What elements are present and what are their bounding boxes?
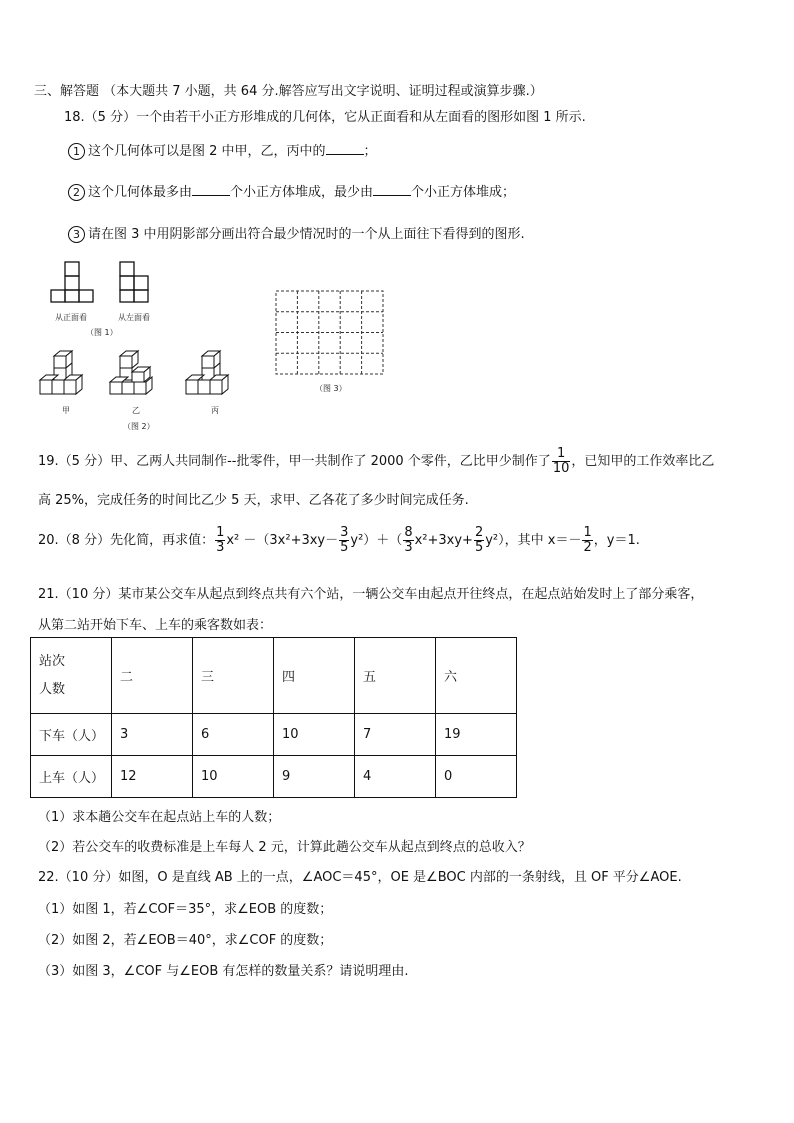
fig3-dashed-grid [275,290,385,376]
fig1-left-label: 从左面看 [118,313,150,322]
q18-part2-text-a: 这个几何体最多由 [88,185,193,200]
fig1-front-label: 从正面看 [55,313,87,322]
fraction [339,526,349,555]
q18-stem: 18.（5 分）一个由若干小正方形堆成的几何体，它从正面看和从左面看的图形如图 1 所示. [64,110,586,125]
q19-text-b: ，已知甲的工作效率比乙 [571,454,715,469]
table-cell: 19 [436,714,517,756]
fig1-caption: （图 1） [86,328,118,337]
table-header-row [31,638,517,714]
table-cell: 12 [112,756,193,798]
q18-part2 [68,181,515,201]
fraction-numerator: 8 [404,525,413,540]
table-cell: 3 [112,714,193,756]
q20-term4: y²），其中 x＝－ [485,533,582,548]
q22-sub1: （1）如图 1，若∠COF＝35°，求∠EOB 的度数； [38,902,333,917]
row-label: 上车（人） [31,756,112,798]
fig2-bing-label: 丙 [211,406,219,415]
q18-part3 [68,223,525,243]
table-cell: 4 [355,756,436,798]
part-number: 1 [68,143,85,160]
part-number: 3 [68,226,85,243]
q18-part1-end: ； [363,144,377,159]
fraction [403,526,413,555]
fig2-solid-yi [106,348,160,398]
q20-term2: y²）＋（ [350,533,403,548]
fig2-jia-label: 甲 [62,406,70,415]
fig3-caption: （图 3） [315,384,347,393]
q20-term1: x² －（3x²+3xy－ [226,533,339,548]
fig2-yi-label: 乙 [132,406,140,415]
fraction-denominator: 3 [216,540,225,555]
q18-part1-text: 这个几何体可以是图 2 中甲，乙，丙中的 [88,144,326,159]
table-cell: 0 [436,756,517,798]
fraction-numerator: 1 [583,525,592,540]
table-row [31,756,517,798]
table-corner-cell [31,638,112,714]
q18-part3-text: 请在图 3 中用阴影部分画出符合最少情况时的一个从上面往下看得到的图形. [88,227,525,242]
fig2-caption: （图 2） [123,422,155,431]
fig2-solid-jia [36,348,90,398]
q18-part2-text-b: 个小正方体堆成，最少由 [230,185,374,200]
fig1-front-view [50,260,100,304]
fig2-solid-bing [180,348,236,398]
q20-term5: ，y＝1. [593,533,640,548]
table-cell: 9 [274,756,355,798]
table-cell: 6 [193,714,274,756]
table-row [31,714,517,756]
table-cell: 7 [355,714,436,756]
table-cell: 10 [274,714,355,756]
answer-blank [373,183,411,196]
q20-term3: x²+3xy+ [414,533,473,548]
table-header-cell: 四 [274,638,355,714]
q18-part1 [68,140,377,160]
fig1-left-view [118,260,150,304]
section-heading: 三、解答题 （本大题共 7 小题，共 64 分.解答应写出文字说明、证明过程或演算步骤.） [34,84,543,99]
table-header-cell: 六 [436,638,517,714]
fraction-numerator: 3 [340,525,349,540]
q21-line2: 从第二站开始下车、上车的乘客数如表： [38,618,273,633]
fraction [474,526,484,555]
q20-prefix: 20.（8 分）先化简，再求值： [38,533,215,548]
fraction-denominator: 5 [474,540,484,555]
q21-line1: 21.（10 分）某市某公交车从起点到终点共有六个站，一辆公交车由起点开往终点，在起点站始发时上了部分乘客， [38,587,704,602]
fraction [215,526,225,555]
table-cell: 10 [193,756,274,798]
fraction-numerator: 1 [216,525,225,540]
q22-sub2: （2）如图 2，若∠EOB＝40°，求∠COF 的度数； [38,933,333,948]
q21-sub1: （1）求本趟公交车在起点站上车的人数； [38,810,281,825]
corner-people-label: 人数 [39,681,66,697]
fraction-denominator: 3 [404,540,413,555]
q21-sub2: （2）若公交车的收费标准是上车每人 2 元，计算此趟公交车从起点到终点的总收入？ [38,840,531,855]
fraction-numerator: 2 [474,525,484,540]
table-header-cell: 二 [112,638,193,714]
q22-stem: 22.（10 分）如图，O 是直线 AB 上的一点，∠AOC＝45°，OE 是∠BOC 内部的一条射线，且 OF 平分∠AOE. [38,870,682,885]
table-header-cell: 五 [355,638,436,714]
fraction-numerator: 1 [552,447,571,462]
passenger-table [30,637,517,798]
q19-text-a: 19.（5 分）甲、乙两人共同制作--批零件，甲一共制作了 2000 个零件，乙比甲少制作了 [38,454,551,469]
row-label: 下车（人） [31,714,112,756]
corner-station-label: 站次 [39,653,66,669]
q22-sub3: （3）如图 3，∠COF 与∠EOB 有怎样的数量关系？请说明理由. [38,964,409,979]
q18-part2-text-c: 个小正方体堆成； [411,185,516,200]
part-number: 2 [68,184,85,201]
fraction [582,526,592,555]
fraction-denominator: 5 [340,540,349,555]
fraction-denominator: 10 [552,461,570,476]
fraction-denominator: 2 [583,540,592,555]
answer-blank [326,142,364,155]
q19-line2: 高 25%，完成任务的时间比乙少 5 天，求甲、乙各花了多少时间完成任务. [38,493,469,508]
q20-expression [38,526,640,555]
fraction [552,447,571,476]
table-header-cell: 三 [193,638,274,714]
q19-line1 [38,447,714,476]
answer-blank [192,183,230,196]
